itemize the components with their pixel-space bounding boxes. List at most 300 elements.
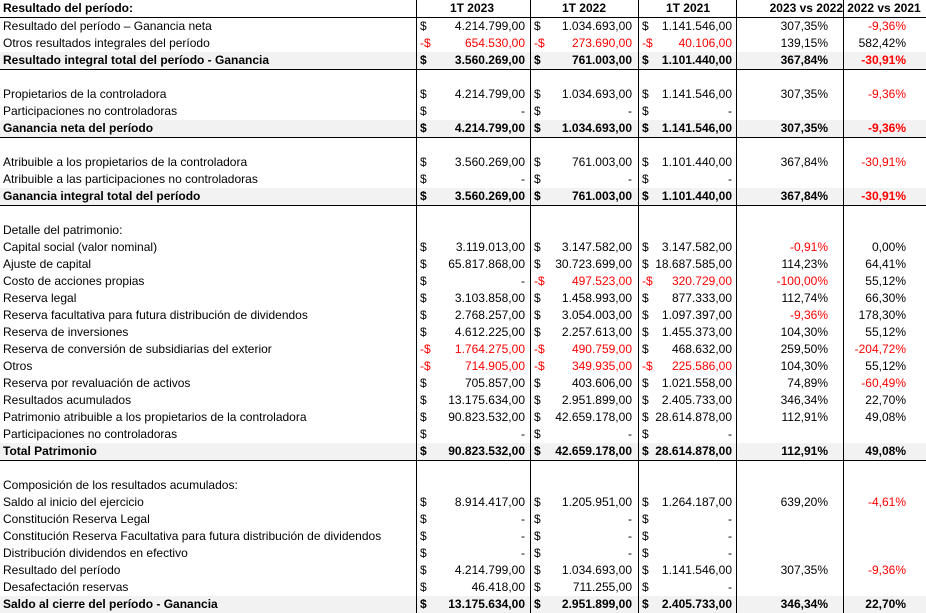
col-divider — [530, 0, 531, 613]
amount-cell: 3.560.269,00 — [454, 189, 525, 203]
currency-symbol: $ — [642, 308, 649, 322]
variation-2023-2022: 307,35% — [780, 563, 828, 577]
amount-cell — [544, 477, 632, 494]
currency-symbol: $ — [420, 53, 427, 67]
currency-symbol: $ — [534, 189, 541, 203]
variation-2023-2022 — [740, 103, 828, 120]
row-label: Otros — [3, 359, 33, 373]
variation-2022-2021: -9,36% — [867, 121, 906, 135]
currency-symbol: $ — [534, 563, 541, 577]
variation-2022-2021 — [846, 103, 906, 120]
variation-2023-2022: 139,15% — [780, 36, 828, 50]
currency-symbol: $ — [534, 87, 541, 101]
variation-2022-2021 — [846, 511, 906, 528]
variation-2022-2021: 22,70% — [865, 597, 906, 611]
currency-symbol: $ — [420, 495, 427, 509]
table-row — [0, 443, 926, 461]
amount-cell — [430, 460, 525, 477]
amount-cell — [430, 137, 525, 154]
header-col-2023: 1T 2023 — [449, 1, 495, 15]
variation-2023-2022: 112,91% — [781, 444, 828, 458]
amount-cell — [544, 205, 632, 222]
table-row — [0, 307, 926, 324]
table-row — [0, 256, 926, 273]
amount-cell: 490.759,00 — [571, 342, 632, 356]
amount-cell: 28.614.878,00 — [655, 410, 732, 424]
amount-cell: 13.175.634,00 — [448, 597, 525, 611]
variation-2023-2022 — [740, 137, 828, 154]
row-label — [3, 205, 413, 222]
table-row — [0, 341, 926, 358]
amount-cell: 4.214.799,00 — [454, 19, 525, 33]
currency-symbol: $ — [420, 104, 427, 118]
row-label: Saldo al inicio del ejercicio — [3, 495, 144, 509]
amount-cell: - — [628, 529, 632, 543]
amount-cell: 1.021.558,00 — [661, 376, 732, 390]
variation-2022-2021 — [846, 528, 906, 545]
currency-symbol: $ — [642, 495, 649, 509]
amount-cell: 2.768.257,00 — [454, 308, 525, 322]
variation-2023-2022 — [740, 545, 828, 562]
variation-2023-2022 — [740, 511, 828, 528]
currency-symbol: -$ — [534, 359, 545, 373]
variation-2022-2021: 64,41% — [865, 257, 906, 271]
variation-2022-2021: -9,36% — [867, 19, 906, 33]
col-divider — [736, 0, 737, 613]
amount-cell: 1.101.440,00 — [661, 155, 732, 169]
amount-cell: 1.264.187,00 — [661, 495, 732, 509]
amount-cell: 877.333,00 — [671, 291, 732, 305]
amount-cell: 714.905,00 — [464, 359, 525, 373]
currency-symbol: $ — [534, 546, 541, 560]
amount-cell: 497.523,00 — [571, 274, 632, 288]
variation-2022-2021 — [846, 171, 906, 188]
currency-symbol: $ — [534, 444, 541, 458]
row-label: Atribuible a los propietarios de la controladora — [3, 155, 248, 169]
table-row — [0, 188, 926, 206]
table-row — [0, 205, 926, 222]
currency-symbol: $ — [642, 257, 649, 271]
amount-cell: - — [628, 512, 632, 526]
table-row — [0, 409, 926, 426]
currency-symbol: $ — [420, 240, 427, 254]
header-var-2022-2021: 2022 vs 2021 — [847, 1, 921, 15]
variation-2023-2022: 114,23% — [781, 257, 828, 271]
variation-2022-2021: 66,30% — [865, 291, 906, 305]
variation-2023-2022: -0,91% — [789, 240, 828, 254]
amount-cell — [652, 477, 732, 494]
row-label: Distribución dividendos en efectivo — [3, 546, 188, 560]
row-label: Saldo al cierre del período - Ganancia — [3, 597, 218, 611]
table-row — [0, 545, 926, 562]
amount-cell: 349.935,00 — [571, 359, 632, 373]
variation-2022-2021 — [846, 477, 906, 494]
amount-cell: 4.214.799,00 — [454, 121, 525, 135]
amount-cell: 761.003,00 — [571, 189, 632, 203]
row-label — [3, 69, 413, 86]
header-label: Resultado del período: — [3, 1, 134, 15]
currency-symbol: $ — [420, 393, 427, 407]
currency-symbol: -$ — [420, 36, 431, 50]
currency-symbol: $ — [534, 495, 541, 509]
table-row — [0, 392, 926, 409]
currency-symbol: $ — [642, 291, 649, 305]
table-row — [0, 324, 926, 341]
currency-symbol: -$ — [642, 274, 653, 288]
amount-cell — [544, 137, 632, 154]
currency-symbol: $ — [534, 53, 541, 67]
amount-cell — [544, 69, 632, 86]
currency-symbol: $ — [642, 19, 649, 33]
currency-symbol: $ — [420, 87, 427, 101]
currency-symbol: -$ — [534, 274, 545, 288]
currency-symbol: $ — [642, 563, 649, 577]
amount-cell: - — [628, 546, 632, 560]
amount-cell: 3.147.582,00 — [561, 240, 632, 254]
currency-symbol: $ — [642, 376, 649, 390]
table-row — [0, 596, 926, 613]
amount-cell: 3.119.013,00 — [455, 240, 525, 254]
amount-cell: - — [728, 172, 732, 186]
table-row — [0, 562, 926, 579]
variation-2022-2021: 0,00% — [871, 240, 906, 254]
variation-2023-2022: 112,91% — [781, 410, 828, 424]
table-row — [0, 290, 926, 307]
currency-symbol: $ — [420, 325, 427, 339]
row-label: Resultado del período — [3, 563, 121, 577]
variation-2022-2021: -30,91% — [861, 155, 906, 169]
currency-symbol: $ — [534, 376, 541, 390]
currency-symbol: $ — [642, 597, 649, 611]
amount-cell: - — [728, 512, 732, 526]
amount-cell: 3.560.269,00 — [454, 53, 525, 67]
amount-cell: 1.458.993,00 — [561, 291, 632, 305]
amount-cell: 65.817.868,00 — [448, 257, 525, 271]
row-label: Atribuible a las participaciones no controladoras — [3, 172, 258, 186]
amount-cell: - — [628, 104, 632, 118]
amount-cell: 1.764.275,00 — [454, 342, 525, 356]
amount-cell: - — [521, 104, 525, 118]
header-col-2022: 1T 2022 — [561, 1, 607, 15]
currency-symbol: $ — [642, 325, 649, 339]
variation-2022-2021: 55,12% — [865, 325, 906, 339]
amount-cell: 8.914.417,00 — [454, 495, 525, 509]
amount-cell: 3.147.582,00 — [661, 240, 732, 254]
variation-2023-2022 — [740, 205, 828, 222]
variation-2022-2021: -9,36% — [867, 87, 906, 101]
variation-2022-2021: -4,61% — [867, 495, 906, 509]
amount-cell: 3.103.858,00 — [454, 291, 525, 305]
row-label: Participaciones no controladoras — [3, 427, 178, 441]
amount-cell: 46.418,00 — [471, 580, 525, 594]
amount-cell: - — [521, 512, 525, 526]
row-label: Ajuste de capital — [3, 257, 92, 271]
currency-symbol: $ — [420, 410, 427, 424]
variation-2023-2022: 307,35% — [780, 121, 828, 135]
table-row — [0, 426, 926, 443]
currency-symbol: $ — [534, 325, 541, 339]
amount-cell: 761.003,00 — [571, 53, 632, 67]
currency-symbol: $ — [642, 53, 649, 67]
variation-2023-2022: 367,84% — [780, 53, 828, 67]
table-row — [0, 154, 926, 171]
amount-cell: 403.606,00 — [571, 376, 632, 390]
currency-symbol: $ — [642, 410, 649, 424]
currency-symbol: $ — [642, 427, 649, 441]
currency-symbol: $ — [420, 274, 427, 288]
amount-cell: 2.257.613,00 — [561, 325, 632, 339]
amount-cell: - — [728, 104, 732, 118]
variation-2023-2022 — [740, 477, 828, 494]
amount-cell: 711.255,00 — [572, 580, 632, 594]
variation-2022-2021: -9,36% — [867, 563, 906, 577]
col-divider — [416, 0, 417, 613]
variation-2022-2021: 22,70% — [865, 393, 906, 407]
amount-cell: 1.141.546,00 — [661, 121, 732, 135]
currency-symbol: -$ — [534, 36, 545, 50]
amount-cell: 42.659.178,00 — [555, 410, 632, 424]
currency-symbol: $ — [534, 291, 541, 305]
row-label: Propietarios de la controladora — [3, 87, 167, 101]
variation-2022-2021 — [846, 460, 906, 477]
col-divider — [843, 0, 844, 613]
currency-symbol: $ — [534, 512, 541, 526]
currency-symbol: $ — [534, 427, 541, 441]
row-label: Reserva facultativa para futura distribución de dividendos — [3, 308, 308, 322]
amount-cell: 3.560.269,00 — [454, 155, 525, 169]
currency-symbol: $ — [420, 580, 427, 594]
currency-symbol: $ — [420, 427, 427, 441]
variation-2023-2022: 367,84% — [780, 189, 828, 203]
amount-cell: 273.690,00 — [571, 36, 632, 50]
amount-cell: 90.823.532,00 — [448, 410, 525, 424]
amount-cell — [652, 460, 732, 477]
table-row — [0, 137, 926, 154]
amount-cell: 4.214.799,00 — [454, 87, 525, 101]
row-label: Participaciones no controladoras — [3, 104, 178, 118]
currency-symbol: $ — [534, 240, 541, 254]
currency-symbol: $ — [534, 410, 541, 424]
row-label: Reserva de conversión de subsidiarias del exterior — [3, 342, 272, 356]
row-label: Constitución Reserva Facultativa para futura distribución de dividendos — [3, 529, 382, 543]
row-label: Reserva por revaluación de activos — [3, 376, 191, 390]
amount-cell — [544, 222, 632, 239]
amount-cell: 1.034.693,00 — [561, 563, 632, 577]
currency-symbol: -$ — [420, 342, 431, 356]
amount-cell: 1.034.693,00 — [561, 87, 632, 101]
variation-2022-2021 — [846, 545, 906, 562]
row-label: Resultado integral total del período - Ganancia — [3, 53, 270, 67]
currency-symbol: $ — [420, 19, 427, 33]
amount-cell: - — [521, 172, 525, 186]
currency-symbol: $ — [420, 308, 427, 322]
row-label: Reserva legal — [3, 291, 77, 305]
variation-2023-2022: 346,34% — [780, 393, 828, 407]
currency-symbol: $ — [642, 240, 649, 254]
currency-symbol: $ — [642, 529, 649, 543]
variation-2023-2022: 367,84% — [780, 155, 828, 169]
row-label: Constitución Reserva Legal — [3, 512, 150, 526]
amount-cell — [652, 205, 732, 222]
variation-2022-2021: 49,08% — [865, 444, 906, 458]
row-label: Total Patrimonio — [3, 444, 97, 458]
amount-cell: 2.951.899,00 — [561, 597, 632, 611]
amount-cell — [652, 222, 732, 239]
amount-cell: 30.723.699,00 — [555, 257, 632, 271]
currency-symbol: $ — [420, 376, 427, 390]
currency-symbol: $ — [642, 189, 649, 203]
amount-cell: 320.729,00 — [671, 274, 732, 288]
currency-symbol: $ — [642, 393, 649, 407]
variation-2022-2021 — [846, 69, 906, 86]
currency-symbol: $ — [534, 104, 541, 118]
amount-cell: 2.951.899,00 — [561, 393, 632, 407]
currency-symbol: $ — [642, 121, 649, 135]
row-label: Patrimonio atribuible a los propietarios de la controladora — [3, 410, 307, 424]
row-label: Resultados acumulados — [3, 393, 132, 407]
amount-cell: 654.530,00 — [464, 36, 525, 50]
amount-cell: - — [728, 546, 732, 560]
table-row — [0, 511, 926, 528]
variation-2022-2021: 582,42% — [858, 36, 906, 50]
currency-symbol: $ — [534, 121, 541, 135]
row-label: Costo de acciones propias — [3, 274, 145, 288]
row-label: Capital social (valor nominal) — [3, 240, 158, 254]
amount-cell: 1.034.693,00 — [561, 19, 632, 33]
table-row — [0, 35, 926, 52]
amount-cell: 2.405.733,00 — [661, 597, 732, 611]
variation-2023-2022: 259,50% — [780, 342, 828, 356]
amount-cell — [652, 137, 732, 154]
row-label: Reserva de inversiones — [3, 325, 129, 339]
amount-cell — [430, 69, 525, 86]
table-row — [0, 477, 926, 494]
amount-cell: - — [728, 580, 732, 594]
variation-2022-2021: -204,72% — [854, 342, 906, 356]
currency-symbol: $ — [534, 155, 541, 169]
variation-2023-2022: 104,30% — [780, 325, 828, 339]
table-row — [0, 103, 926, 120]
currency-symbol: $ — [420, 121, 427, 135]
variation-2022-2021 — [846, 205, 906, 222]
amount-cell: 1.101.440,00 — [661, 53, 732, 67]
table-row — [0, 460, 926, 477]
row-label — [3, 137, 413, 154]
row-label: Composición de los resultados acumulados: — [3, 478, 238, 492]
table-row — [0, 86, 926, 103]
amount-cell: 1.097.397,00 — [661, 308, 732, 322]
variation-2023-2022: -9,36% — [789, 308, 828, 322]
currency-symbol: -$ — [642, 36, 653, 50]
currency-symbol: $ — [642, 444, 649, 458]
variation-2022-2021 — [846, 579, 906, 596]
amount-cell: 42.659.178,00 — [555, 444, 632, 458]
amount-cell: 40.106,00 — [678, 36, 732, 50]
amount-cell: 761.003,00 — [571, 155, 632, 169]
table-row — [0, 358, 926, 375]
currency-symbol: $ — [420, 155, 427, 169]
currency-symbol: $ — [420, 512, 427, 526]
variation-2023-2022 — [740, 222, 828, 239]
amount-cell — [430, 477, 525, 494]
currency-symbol: $ — [642, 580, 649, 594]
variation-2023-2022: 74,89% — [787, 376, 828, 390]
amount-cell: 90.823.532,00 — [448, 444, 525, 458]
amount-cell: - — [728, 529, 732, 543]
table-row — [0, 375, 926, 392]
amount-cell — [652, 69, 732, 86]
currency-symbol: $ — [420, 291, 427, 305]
col-divider — [638, 0, 639, 613]
currency-symbol: -$ — [642, 359, 653, 373]
variation-2022-2021: -30,91% — [861, 189, 906, 203]
amount-cell: 3.054.003,00 — [561, 308, 632, 322]
currency-symbol: $ — [534, 393, 541, 407]
table-row — [0, 494, 926, 511]
table-row — [0, 52, 926, 70]
amount-cell: - — [728, 427, 732, 441]
table-row — [0, 171, 926, 188]
amount-cell: - — [521, 274, 525, 288]
amount-cell: 2.405.733,00 — [661, 393, 732, 407]
currency-symbol: $ — [534, 172, 541, 186]
table-row — [0, 239, 926, 256]
variation-2022-2021: -60,49% — [861, 376, 906, 390]
variation-2022-2021 — [846, 137, 906, 154]
variation-2022-2021 — [846, 222, 906, 239]
amount-cell: 705.857,00 — [464, 376, 525, 390]
currency-symbol: $ — [420, 257, 427, 271]
currency-symbol: $ — [642, 172, 649, 186]
amount-cell: - — [628, 427, 632, 441]
variation-2023-2022 — [740, 460, 828, 477]
variation-2023-2022: -100,00% — [776, 274, 828, 288]
currency-symbol: $ — [534, 597, 541, 611]
currency-symbol: $ — [642, 87, 649, 101]
amount-cell: 468.632,00 — [671, 342, 732, 356]
currency-symbol: -$ — [420, 359, 431, 373]
table-row — [0, 222, 926, 239]
header-row — [0, 0, 926, 18]
currency-symbol: $ — [420, 529, 427, 543]
amount-cell: - — [628, 172, 632, 186]
amount-cell: 4.612.225,00 — [454, 325, 525, 339]
amount-cell: - — [521, 546, 525, 560]
variation-2023-2022: 346,34% — [780, 597, 828, 611]
variation-2023-2022 — [740, 69, 828, 86]
variation-2022-2021: 55,12% — [865, 359, 906, 373]
variation-2023-2022 — [740, 579, 828, 596]
row-label: Otros resultados integrales del período — [3, 36, 210, 50]
table-row — [0, 69, 926, 86]
variation-2022-2021: 49,08% — [865, 410, 906, 424]
row-label: Ganancia neta del período — [3, 121, 154, 135]
table-row — [0, 273, 926, 290]
amount-cell: 1.141.546,00 — [661, 563, 732, 577]
variation-2022-2021: 55,12% — [865, 274, 906, 288]
currency-symbol: $ — [534, 308, 541, 322]
currency-symbol: $ — [534, 19, 541, 33]
amount-cell: 28.614.878,00 — [655, 444, 732, 458]
amount-cell: 1.455.373,00 — [661, 325, 732, 339]
variation-2023-2022: 639,20% — [780, 495, 828, 509]
variation-2022-2021 — [846, 426, 906, 443]
variation-2023-2022 — [740, 426, 828, 443]
amount-cell — [430, 222, 525, 239]
currency-symbol: $ — [642, 342, 649, 356]
currency-symbol: $ — [420, 172, 427, 186]
currency-symbol: $ — [642, 546, 649, 560]
